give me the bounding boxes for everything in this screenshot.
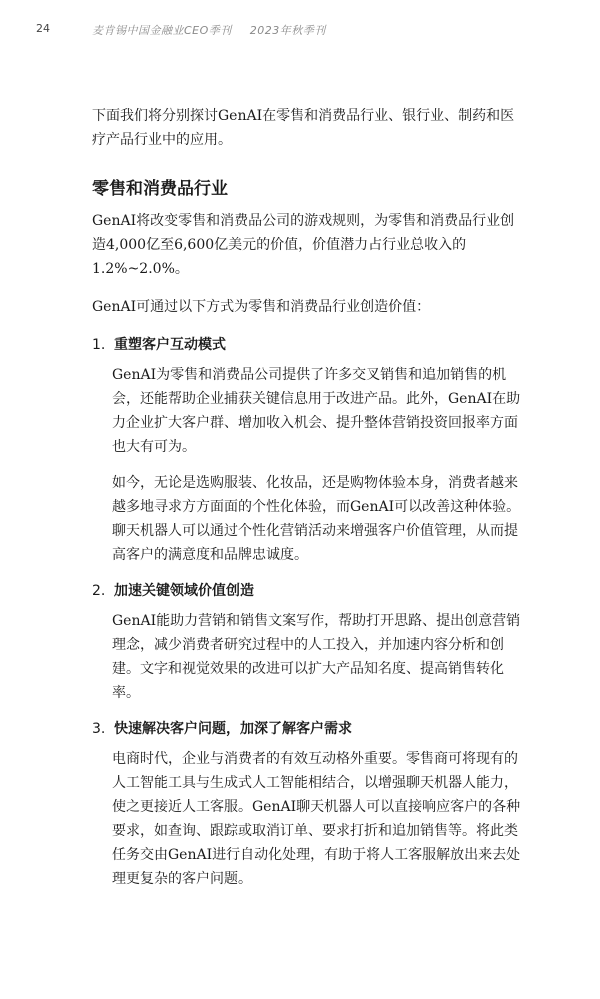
list-item-paragraph: GenAI能助力营销和销售文案写作，帮助打开思路、提出创意营销理念，减少消费者研究过程中的人工投入，并加速内容分析和创建。文字和视觉效果的改进可以扩大产品知名度、提高销售转化率。	[112, 613, 521, 701]
section-heading: 零售和消费品行业	[92, 179, 228, 199]
list-item-title: 重塑客户互动模式	[114, 337, 226, 353]
list-item-title: 加速关键领域价值创造	[114, 583, 254, 599]
list-number: 3.	[92, 721, 106, 737]
list-item-paragraph: 如今，无论是选购服装、化妆品，还是购物体验本身，消费者越来越多地寻求方方面面的个性化体验，而GenAI可以改善这种体验。聊天机器人可以通过个性化营销活动来增强客户价值管理，从而提高客户的满意度和品牌忠诚度。	[112, 475, 521, 563]
list-item-heading	[92, 333, 522, 357]
list-item-1	[92, 333, 522, 567]
list-item-paragraph: GenAI为零售和消费品公司提供了许多交叉销售和追加销售的机会，还能帮助企业捕获关键信息用于改进产品。此外，GenAI在助力企业扩大客户群、增加收入机会、提升整体营销投资回报率方面也大有可为。	[112, 367, 521, 455]
list-item-title: 快速解决客户问题，加深了解客户需求	[114, 721, 352, 737]
list-item-body	[112, 363, 522, 567]
list-item-heading	[92, 717, 522, 741]
list-item-body	[112, 609, 522, 705]
issue-season: 2023年秋季刊	[249, 24, 326, 37]
article-body	[92, 104, 522, 903]
list-number: 2.	[92, 583, 106, 599]
list-item-2	[92, 579, 522, 705]
list-item-heading	[92, 579, 522, 603]
list-number: 1.	[92, 337, 106, 353]
list-item-body	[112, 747, 522, 891]
running-header	[92, 22, 326, 38]
section-paragraph-2: GenAI可通过以下方式为零售和消费品行业创造价值：	[92, 299, 431, 315]
list-item-3	[92, 717, 522, 891]
section-paragraph-1: GenAI将改变零售和消费品公司的游戏规则，为零售和消费品行业创造4,000亿至6,600亿美元的价值，价值潜力占行业总收入的1.2%~2.0%。	[92, 213, 515, 277]
page-number: 24	[36, 22, 50, 35]
intro-paragraph: 下面我们将分别探讨GenAI在零售和消费品行业、银行业、制药和医疗产品行业中的应用。	[92, 108, 515, 148]
publication-title: 麦肯锡中国金融业CEO季刊	[92, 24, 232, 37]
list-item-paragraph: 电商时代，企业与消费者的有效互动格外重要。零售商可将现有的人工智能工具与生成式人工智能相结合，以增强聊天机器人能力，使之更接近人工客服。GenAI聊天机器人可以直接响应客户的各种要求，如查询、跟踪或取消订单、要求打折和追加销售等。将此类任务交由GenAI进行自动化处理，有助于将人工客服解放出来去处理更复杂的客户问题。	[112, 751, 521, 887]
